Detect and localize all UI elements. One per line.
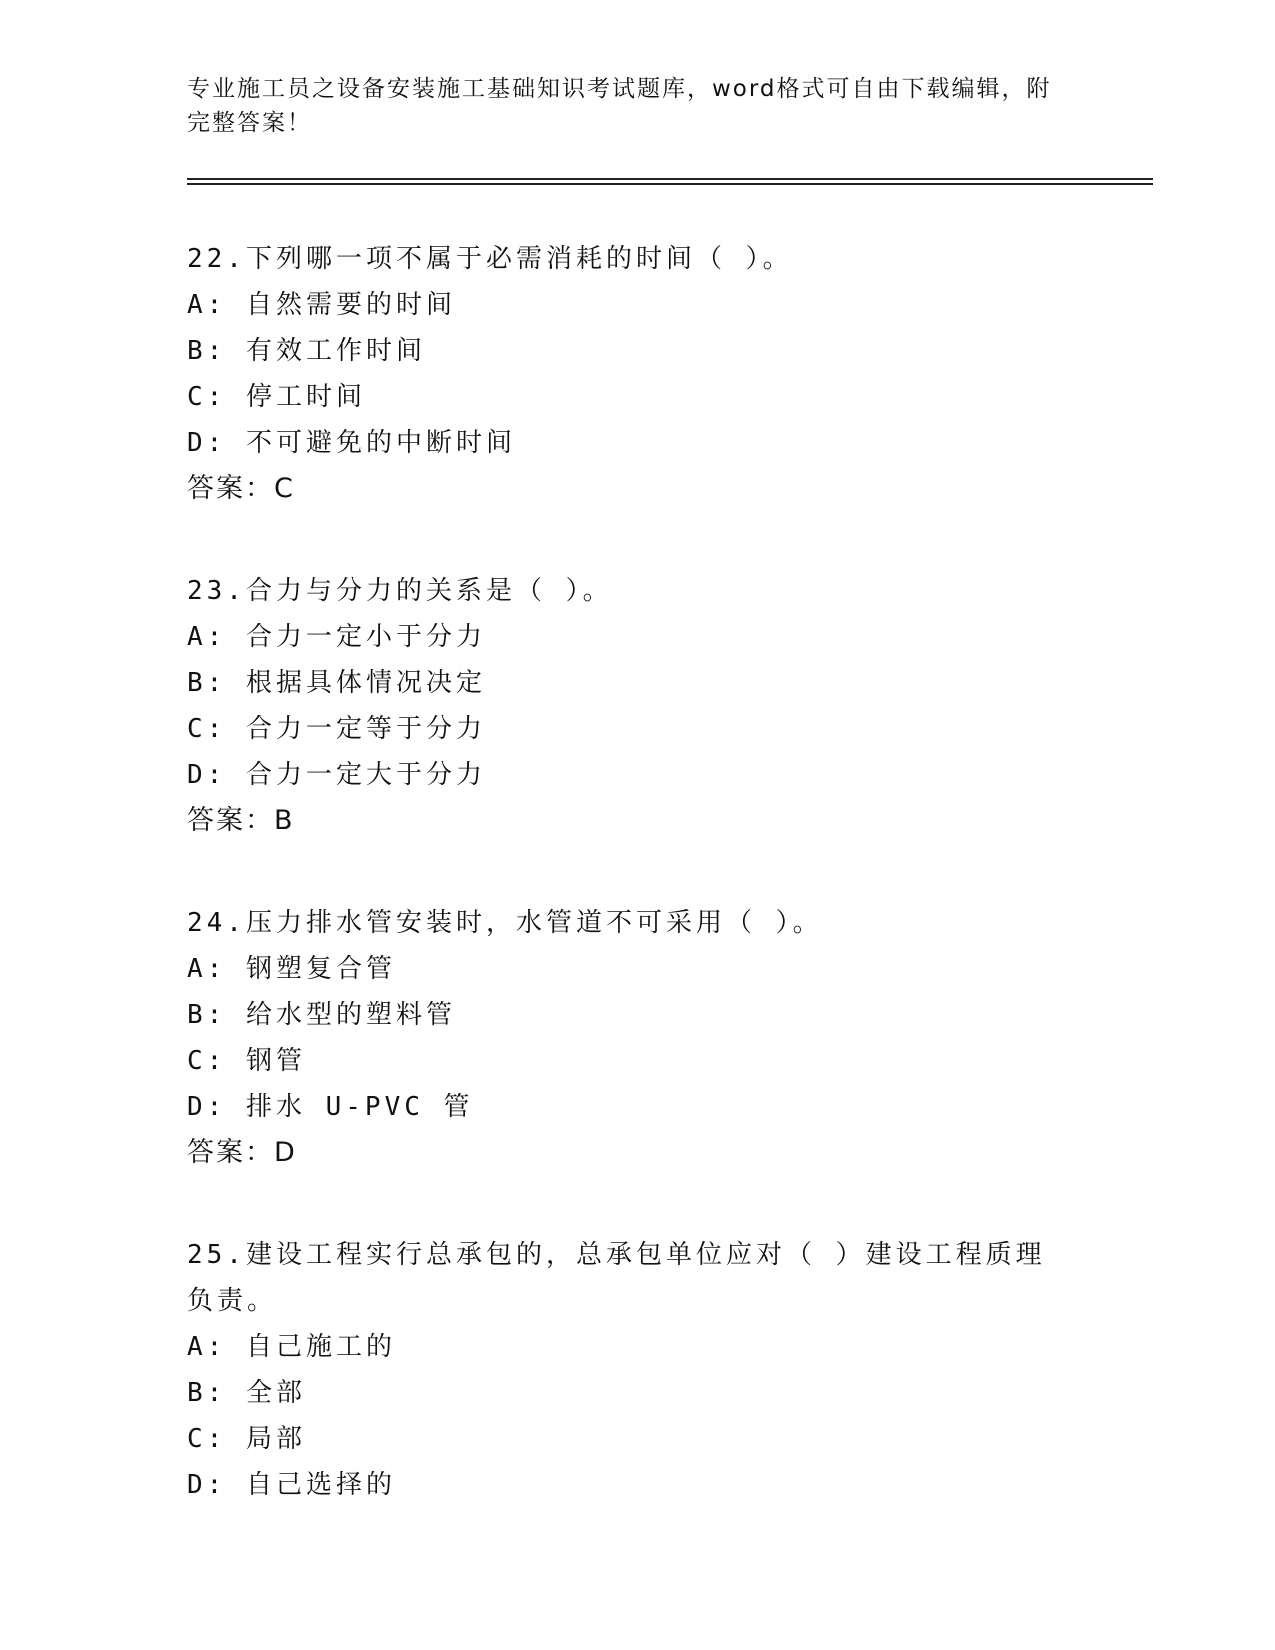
question-stem: 23.合力与分力的关系是（ ）。 xyxy=(187,576,613,606)
option-b: B: 全部 xyxy=(187,1378,306,1408)
option-a: A: 自然需要的时间 xyxy=(187,290,456,320)
option-b: B: 给水型的塑料管 xyxy=(187,1000,456,1030)
document-header: 专业施工员之设备安装施工基础知识考试题库，word格式可自由下载编辑，附完整答案！ xyxy=(187,76,1052,136)
answer-text: 答案：D xyxy=(187,1137,297,1168)
question-25 xyxy=(187,1232,1087,1508)
option-c: C: 停工时间 xyxy=(187,382,366,412)
question-stem: 22.下列哪一项不属于必需消耗的时间（ ）。 xyxy=(187,244,793,274)
option-a: A: 合力一定小于分力 xyxy=(187,622,486,652)
option-d: D: 自己选择的 xyxy=(187,1470,396,1500)
question-stem: 24.压力排水管安装时，水管道不可采用（ ）。 xyxy=(187,908,823,938)
option-a: A: 钢塑复合管 xyxy=(187,954,396,984)
answer-text: 答案：C xyxy=(187,473,295,504)
question-22 xyxy=(187,236,1087,512)
option-c: C: 合力一定等于分力 xyxy=(187,714,486,744)
option-c: C: 局部 xyxy=(187,1424,306,1454)
header-divider-top xyxy=(187,178,1153,180)
option-d: D: 排水 U-PVC 管 xyxy=(187,1092,474,1122)
option-b: B: 根据具体情况决定 xyxy=(187,668,486,698)
question-23 xyxy=(187,568,1087,844)
option-c: C: 钢管 xyxy=(187,1046,306,1076)
question-24 xyxy=(187,900,1087,1176)
question-list xyxy=(187,236,1087,1564)
option-d: D: 不可避免的中断时间 xyxy=(187,428,516,458)
option-b: B: 有效工作时间 xyxy=(187,336,426,366)
question-stem: 25.建设工程实行总承包的，总承包单位应对（ ）建设工程质理负责。 xyxy=(187,1240,1046,1316)
header-divider-bottom xyxy=(187,183,1153,185)
option-a: A: 自己施工的 xyxy=(187,1332,396,1362)
option-d: D: 合力一定大于分力 xyxy=(187,760,486,790)
answer-text: 答案：B xyxy=(187,805,295,836)
